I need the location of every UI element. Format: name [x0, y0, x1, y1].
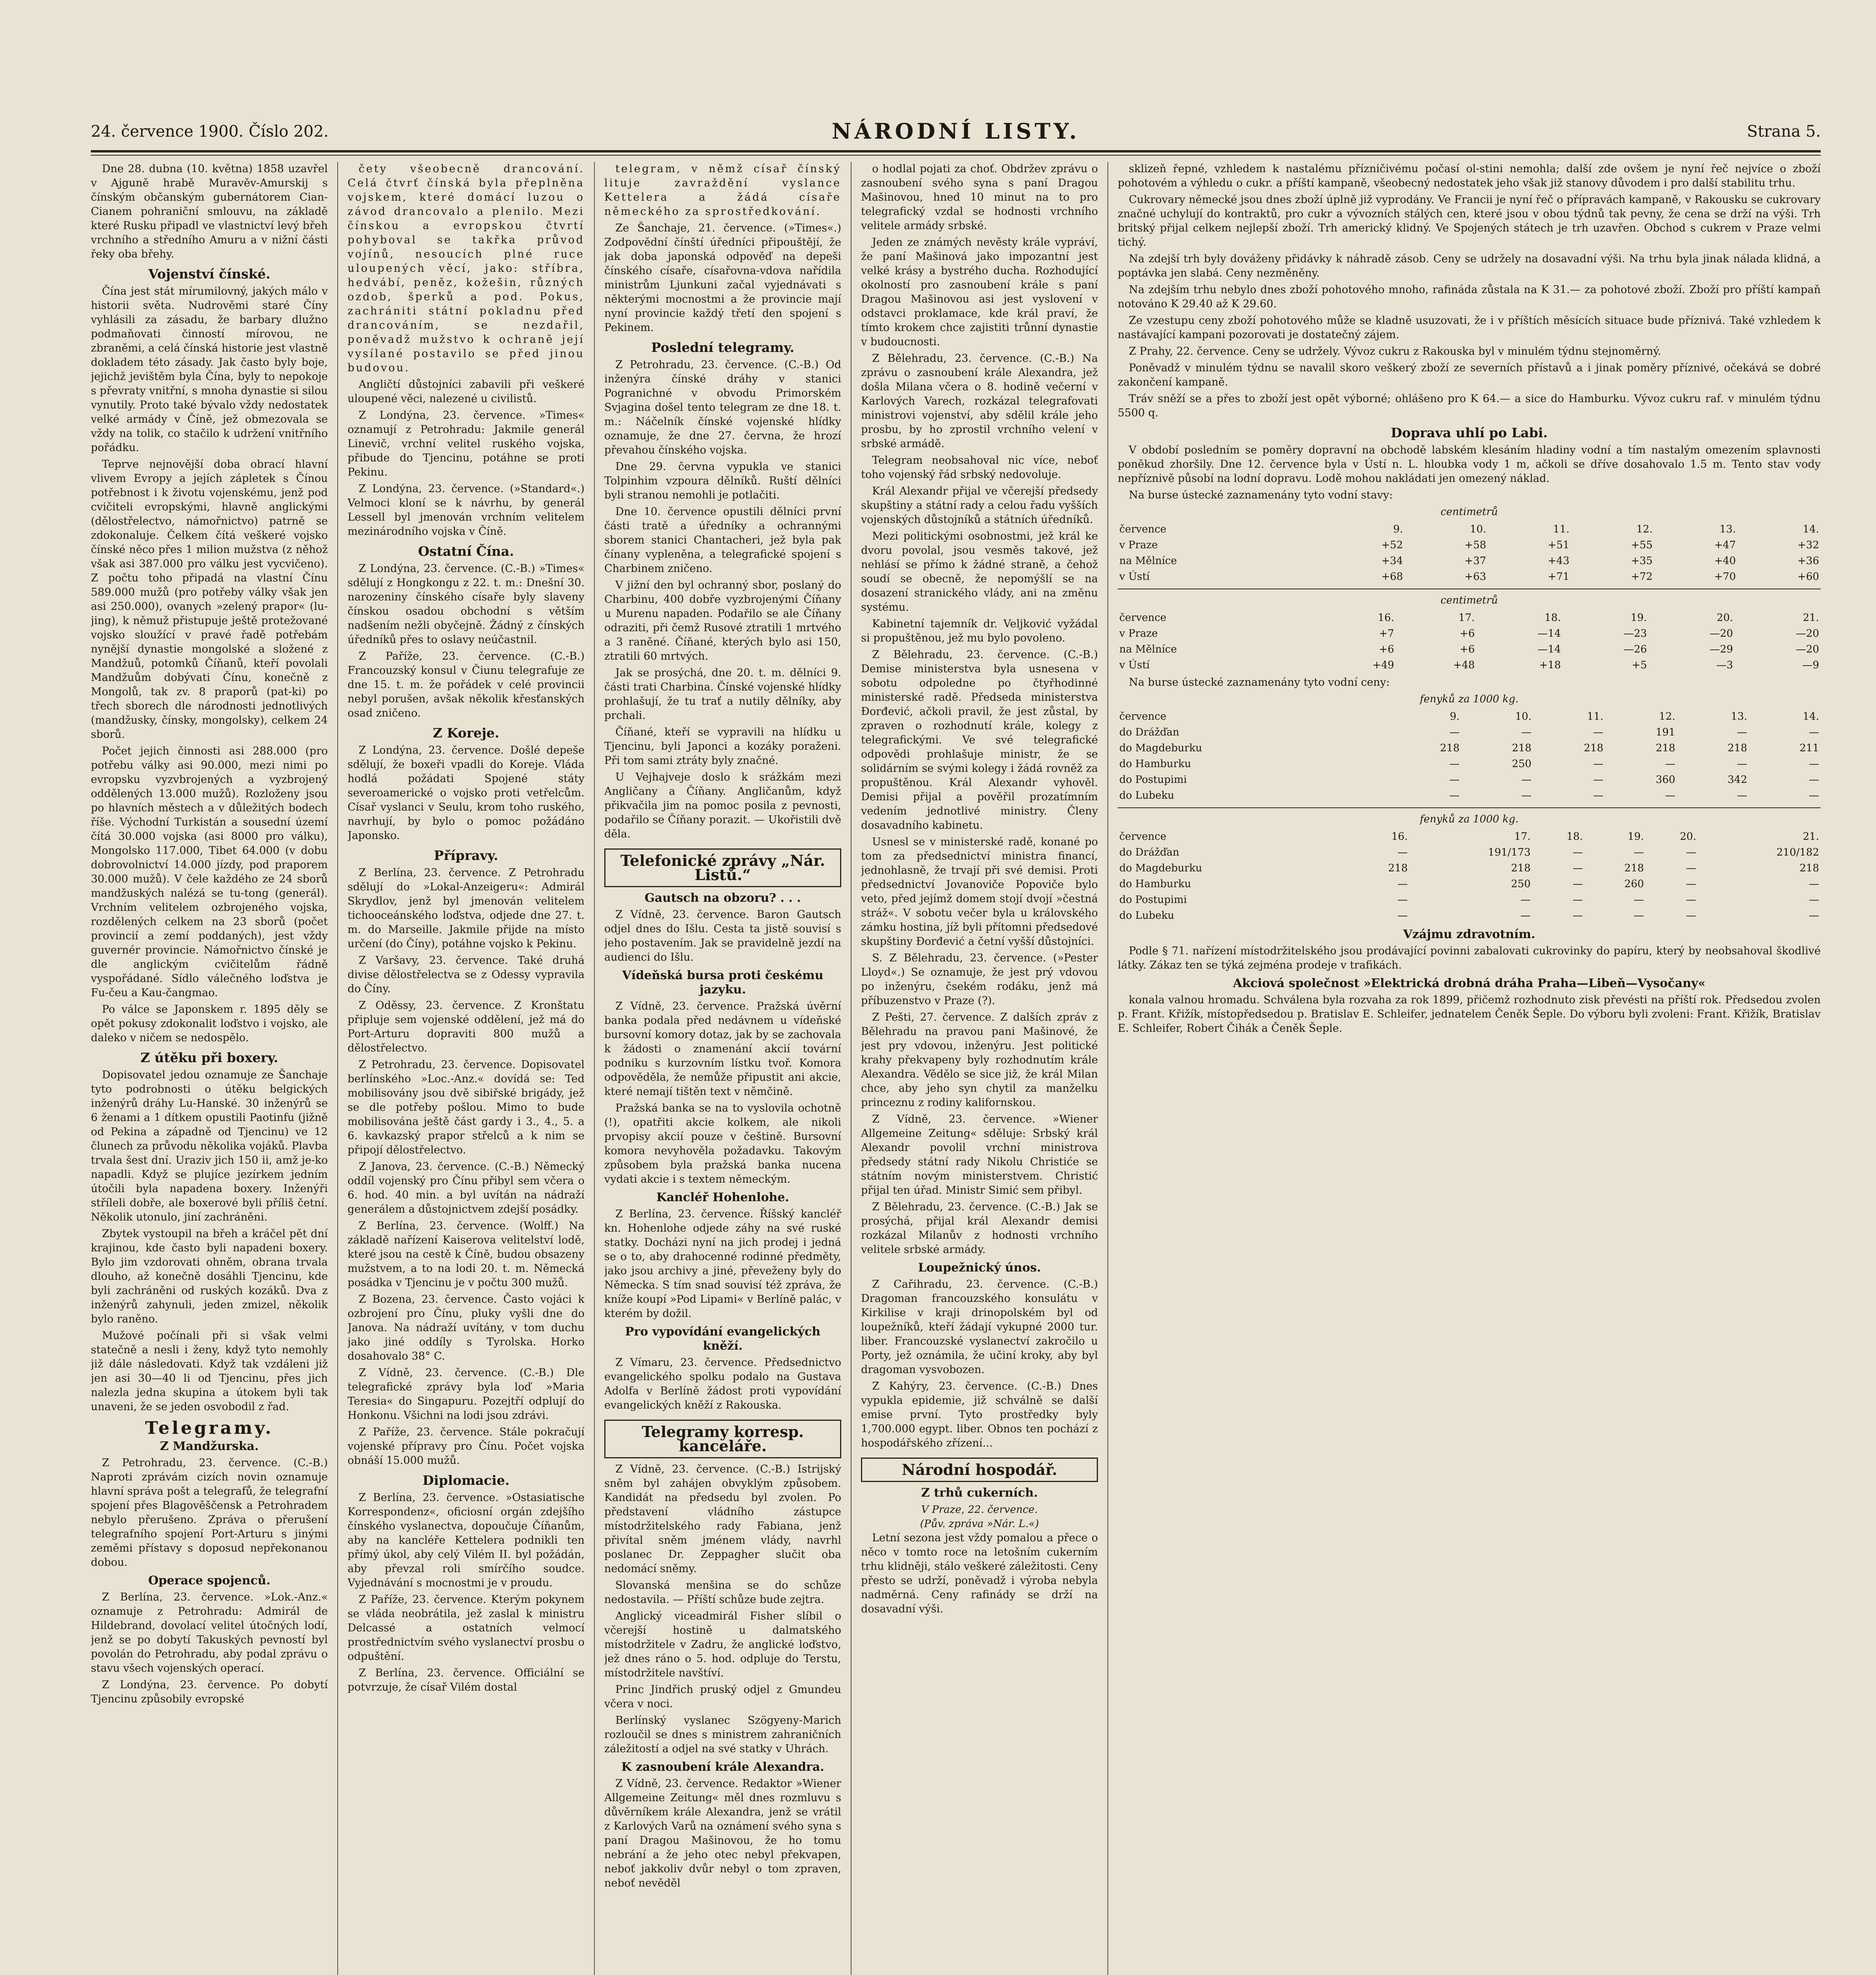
table-cell: — [1593, 726, 1603, 738]
table-cell: — [1520, 894, 1531, 906]
article-text: Čína jest stát mírumilovný, jakých málo v historii světa. Nudrověmi staré Číny vyhlásili za zásadu, že barbary dlužno podmaňovati činností mírovou, ne zbraněmi, a celá čínská historie jest vlastně dokladem této zásady. Jak často byly boje, jejichž jevištěm byla Čína, byly to nepokoje s převraty vnitřní, s mnoha dynastie si silou vynutily. Proto také bývalo vždy nedostatek velké armády v Číně, jež obmezovala se vždy na tolik, co stačilo k udržení vnitřního pořádku. [91, 285, 328, 454]
table-cell: +6 [1379, 643, 1394, 655]
table-cell: do Magdeburku [1119, 742, 1202, 754]
table-cell: v Praze [1119, 539, 1158, 551]
table-cell: +40 [1714, 555, 1736, 567]
column-5 [1118, 162, 1821, 1975]
table-cell: +7 [1379, 628, 1394, 640]
freight-rate-table-1 [1118, 709, 1821, 803]
article-text: Dne 28. dubna (10. května) 1858 uzavřel v Ajguně hrabě Muravěv-Amurskij s čínským občanským gubernátorem Cian-Cianem pohraniční smlouvu, na základě které Rusku připadl ve vlastnictví levý břeh vrchního a středního Amuru a v nižní části řeky oba břehy. [91, 163, 328, 260]
freight-rate-table-2 [1118, 829, 1821, 924]
column-4 [861, 162, 1098, 1975]
table-caption: fenyků za 1000 kg. [1420, 693, 1519, 705]
water-level-table-1 [1118, 521, 1821, 585]
table-row [1118, 641, 1821, 657]
telegrams-heading: Telegramy. [145, 1418, 274, 1438]
article-text: Z Bělehradu, 23. července. (C.-B.) Na zprávu o zasnoubení krále Alexandra, jež došla Milana včera o 8. hodině večerní v Karlových Varech, rozkázal telegrafovati ministrovi vojenství, aby sdělil krále jeho prosbu, by ho zprostil vrchního velení v srbské armádě. [861, 352, 1098, 450]
table-cell: do Postupimi [1119, 894, 1187, 906]
table-cell: 360 [1656, 774, 1675, 786]
table-cell: —20 [1709, 628, 1733, 640]
table-cell: —23 [1623, 628, 1647, 640]
table-cell: do Lubeku [1119, 910, 1175, 922]
section-heading: Doprava uhlí po Labi. [1391, 425, 1548, 440]
article-text: Po válce se Japonskem r. 1895 děly se opět pokusy zdokonalit loďstvo i vojsko, ale daleko v ničem se nedospělo. [91, 1003, 328, 1044]
article-text: Kabinetní tajemník dr. Veljković vyžádal si propuštěnou, jež mu bylo povoleno. [861, 618, 1098, 644]
article-text: U Vejhajveje doslo k srážkám mezi Angličany a Číňany. Angličanům, když přikvačila jim na pomoc posila z pevnosti, podařilo se Číňany porazit. — Ukořistili dvě děla. [604, 771, 841, 840]
table-header-cell: 10. [1515, 711, 1532, 722]
table-cell: 218 [1656, 742, 1675, 754]
article-text: Z Londýna, 23. července. Po dobytí Tjencinu způsobily evropské [91, 1679, 328, 1705]
article-text: Teprve nejnovější doba obrací hlavní vlivem Evropy a jejích zápletek s Čínou potřebnost i k životu vojenskému, jenž pod cvičiteli evropskými, hlavně anglickými (dělostřelectvo, námořnictvo) patrně se zdokonaluje. Čelkem čítá veškeré vojsko čínské něco přes 1 milion mužstva (z něhož však asi 387.000 pro válku jest vycvičeno). Z počtu toho připadá na vlastní Čínu 589.000 mužů (pro potřeby války však jen asi 250.000), ovanych »zelený prapor« (lu-jing), k němuž přistupuje ještě protežované vojsko sloužící v pravé řadě potřebám nynější dynastie mongolské a složené z Mandžuů, potomků Číňanů, kteří povolali Mandžuům dobývati Čínu, konečně z Mongolů, tak zv. 8 praporů (pat-ki) po třech sborech dle národnosti jednotlivých (mandžusky, čínsky, mongolsky), celkem 24 sborů. [91, 458, 328, 741]
article-text: čety všeobecně drancování. Celá čtvrť čínská byla přeplněna vojskem, které domácí luzou o závod drancovalo a plenilo. Mezi čínskou a evropskou čtvrtí pohyboval se takřka průvod vojínů, nesoucích plné ruce uloupených věcí, jako: stříbra, hedvábí, peněz, kožešin, různých ozdob, šperků a pod. Pokus, zachrániti státní pokladnu před drancováním, se nezdařil, poněvadž mužstvo k ochraně její vysílané postavilo se před jinou budovou. [348, 163, 585, 374]
table-cell: — [1593, 758, 1603, 770]
table-cell: do Postupimi [1119, 774, 1187, 786]
table-cell: 191/173 [1488, 846, 1531, 858]
table-cell: — [1686, 862, 1696, 874]
article-text: Z Berlína, 23. července. (Wolff.) Na základě nařízení Kaiserova velitelství lodě, které jsou na cestě k Číně, budou obsazeny mužstvem, a to na lodi 20. t. m. Německá posádka v Tjencinu je v počtu 300 mužů. [348, 1220, 585, 1289]
water-level-table-2 [1118, 610, 1821, 673]
table-row [1118, 740, 1821, 756]
article-text: Z Vídně, 23. července. (C.-B.) Dle telegrafické zprávy byla loď »Maria Teresia« do Singapuru. Pozejtří odplují do Honkonu. Všichni na lodi jsou zdrávi. [348, 1367, 585, 1422]
article-text: Berlínský vyslanec Szögyeny-Marich rozloučil se dnes s ministrem zahraničních záležitostí a odjel na své statky v Uhrách. [604, 1714, 841, 1755]
table-caption: fenyků za 1000 kg. [1420, 813, 1519, 825]
table-cell: v Praze [1119, 628, 1158, 640]
section-heading: Diplomacie. [422, 1473, 510, 1488]
table-cell: do Magdeburku [1119, 862, 1202, 874]
table-header-cell: 16. [1391, 831, 1408, 843]
table-header-cell: 14. [1803, 711, 1819, 722]
article-text: Z Petrohradu, 23. července. Dopisovatel berlínského »Loc.-Anz.« dovídá se: Ted mobilisovány jsou dvě sibiřské brigády, jež se dle potřeby pošlou. Mimo to bude mobilisována ještě část gardy i 3., 4., 5. a 6. kavkazský prapor střelců a k nim se připojí dělostřelectvo. [348, 1059, 585, 1156]
table-row [1118, 788, 1821, 803]
table-cell: +52 [1381, 539, 1403, 551]
table-cell: —29 [1709, 643, 1733, 655]
article-text: Na zdejší trh byly dováženy přidávky k náhradě zásob. Ceny se udržely na dosavadní výši. Na trhu byla jinak nálada klidná, a poptávka jen slabá. Ceny nezměněny. [1118, 253, 1821, 279]
article-text: Z Oděssy, 23. července. Z Kronštatu připluje sem vojenské oddělení, jež má do Port-Arturu dopraviti 800 mužů a dělostřelectvo. [348, 999, 585, 1054]
table-cell: — [1572, 910, 1583, 922]
table-row [1118, 756, 1821, 772]
table-header-row [1118, 610, 1821, 626]
table-header-row [1118, 521, 1821, 537]
issue-date: 24. července 1900. Číslo 202. [91, 122, 329, 141]
article-text: Jak se prosýchá, dne 20. t. m. dělníci 9. části trati Charbina. Čínské vojenské hlídky prohlašují, že tu trať a nutily dělníky, aby prchali. [604, 667, 841, 722]
economy-section-heading: Národní hospodář. [861, 1458, 1098, 1482]
table-cell: +6 [1459, 643, 1475, 655]
article-text: Z Berlína, 23. července. Říšský kancléř kn. Hohenlohe odjede záhy na své ruské statky. Docházi nyní na jich prodej i jedná se o to, aby drahocenné rodinné předměty, jako jsou archivy a jiné, převeženy byly do Německa. S tím snad souvisí též zpráva, že kníže koupí »Pod Lipami« v Berlíně palác, v kterém by dožil. [604, 1208, 841, 1320]
table-header-cell: 9. [1393, 523, 1403, 535]
table-header-cell: 18. [1544, 612, 1561, 624]
table-cell: v Ústí [1119, 659, 1150, 671]
table-cell: +51 [1547, 539, 1570, 551]
table-cell: do Drážďan [1119, 726, 1179, 738]
source-note: (Pův. zpráva »Nár. L.«) [920, 1518, 1039, 1530]
table-cell: — [1809, 774, 1819, 786]
article-text: telegram, v němž císař čínský lituje zavraždění vyslance Kettelera a žádá císaře německého za sprostředkování. [604, 163, 841, 218]
table-cell: —14 [1538, 643, 1561, 655]
table-cell: do Drážďan [1119, 846, 1179, 858]
table-cell: — [1520, 910, 1531, 922]
table-cell: +70 [1714, 571, 1736, 583]
table-cell: 250 [1512, 758, 1532, 770]
header-rule-thin [91, 155, 1821, 156]
table-cell: — [1593, 774, 1603, 786]
table-cell: — [1634, 894, 1644, 906]
table-header-cell: 12. [1659, 711, 1675, 722]
table-cell: — [1686, 846, 1696, 858]
table-cell: — [1449, 758, 1460, 770]
article-text: Král Alexandr přijal ve včerejší předsedy skupštiny a státní rady a celou řadu vyšších vojenských důstojníků a státních úředníků. [861, 485, 1098, 526]
article-text: Na zdejším trhu nebylo dnes zboží pohotového mnoho, rafináda zůstala na K 31.— za pohotové zboží. Zboží pro příští kampaň notováno K 29.40 až K 29.60. [1118, 284, 1821, 310]
section-heading: Poslední telegramy. [651, 340, 795, 355]
table-header-cell: července [1119, 612, 1167, 624]
column-2 [348, 162, 585, 1975]
table-cell: — [1809, 790, 1819, 801]
article-text: Jeden ze známých nevěsty krále vypráví, že paní Mašinová jako impozantní jest velké krásy a bystrého ducha. Rozhodující okolností pro zasnoubení krále s paní Dragou Mašinovou asi jest vyslovení v odstavci proklamace, kde král praví, že tímto krokem chce zajistiti trůnní dynastie v budoucnosti. [861, 236, 1098, 348]
article-text: Z Londýna, 23. července. Došlé depeše sdělují, že boxeři vpadli do Koreje. Vláda hodlá požádati Spojené státy severoamerické o vojsko proti vetřelcům. Císař vyslanci v Seulu, krom toho ruského, navrhují, by bylo o pomoc požádáno Japonsko. [348, 744, 585, 842]
table-cell: na Mělníce [1119, 555, 1177, 567]
article-text: Z Vídně, 23. července. Redaktor »Wiener Allgemeine Zeitung« měl dnes rozmluvu s důvěrníkem krále Alexandra, jenž se vrátil z Karlových Varů na oznámení svého syna s paní Dragou Mašinovou, že ho tomu nebrání a že jeho otec nebyl překvapen, neboť jakkoliv dvůr nebyl o tom zpraven, neboť nevěděl [604, 1778, 841, 1889]
article-text: Z Vídně, 23. července. Pražská úvěrní banka podala před nedávnem u vídeňské bursovní komory dotaz, jak by se zachovala k žádosti o znamenání akcií tovární podniku s kurzovním lístku tvoř. Komora odpověděla, že nemůže připustit ani akcie, které nemají tištěn text v němčině. [604, 1000, 841, 1098]
article-text: Z Vídně, 23. července. »Wiener Allgemeine Zeitung« sděluje: Srbský král Alexandr povolil vrchní ministrova předsedy státní rady Nikolu Christiće se státním novým ministerstvem. Christić přijal ten úřad. Ministr Simić sem přibyl. [861, 1113, 1098, 1196]
table-cell: — [1737, 790, 1747, 801]
table-cell: 218 [1799, 862, 1819, 874]
table-cell: v Ústí [1119, 571, 1150, 583]
table-cell: 218 [1440, 742, 1460, 754]
table-cell: — [1686, 910, 1696, 922]
table-row [1118, 772, 1821, 788]
article-text: Počet jejich činnosti asi 288.000 (pro potřebu války asi 90.000, mezi nimi po evropsku vyzvbrojených a vyzbrojený oddělených 13.000 mužů). Rozloženy jsou po hlavních městech a v důležitých bodech říše. Východní Turkistán a sousední území čítá 30.000 vojska (asi 8000 pro válku), Mongolsko 117.000, Tibet 64.000 (v dobu dobrovolnictví 14.000 jízdy, pod praporem 30.000 mužů). V čele každého ze 24 sborů mandžuských nalézá se tu-tong (generál). Vrchním velitelem ozbrojeného vojska, rozdělených celkem na 23 sborů (počet provincií a zemí poddaných), jest vždy guvernér provincie. Námořnictvo čínské je dle anglickým cvičitelům řádně vyspořádané. Sídlo válečného loďstva je Fu-čeu a Kau-čangmao. [91, 745, 328, 999]
article-text: Z Janova, 23. července. (C.-B.) Německý oddíl vojenský pro Čínu přibyl sem včera o 6. hod. 40 min. a byl uvítán na nádraží generálem a důstojnictvem zdejší posádky. [348, 1161, 585, 1215]
section-heading: Pro vypovídání evangelických kněží. [625, 1325, 821, 1353]
article-text: Z Kahýry, 23. července. (C.-B.) Dnes vypukla epidemie, již schválně se další emise první. Tyto prostředky byly 1,700.000 egypt. liber. Obnos ten pochází z hospodářského zřízení... [861, 1380, 1098, 1449]
table-cell: +5 [1632, 659, 1647, 671]
article-text: Dopisovatel jedou oznamuje ze Šanchaje tyto podrobnosti o útěku belgických inženýrů dráhy Lu-Hanské. 30 inženýrů se 6 ženami a 1 dítkem opustili Paotinfu (jižně od Pekina a západně od Tjencinu) ve 12 člunech za průvodu několika vojáků. Plavba trvala šest dní. Uraziv jich 150 ii, amž je-ko napadli. Když se plujíce jezírkem jedním útočili byla napadena boxery. Inženýři stříleli dobře, ale boxerové byli příliš četní. Několik utonulo, jiní zachráněni. [91, 1069, 328, 1223]
table-header-cell: 19. [1628, 831, 1644, 843]
section-heading: Akciová společnost »Elektrická drobná dráha Praha—Libeň—Vysočany« [1233, 976, 1706, 990]
table-cell: — [1634, 910, 1644, 922]
article-text: Z Londýna, 23. července. (C.-B.) »Times« sdělují z Hongkongu z 22. t. m.: Dnešní 30. narozeniny čínského císaře byly slaveny čínskou osadou obchodní s větším nadšením nežli obyčejně. Žádný z čínských úředníků přes to oslavy neúčastnil. [348, 562, 585, 646]
table-cell: —9 [1802, 659, 1819, 671]
table-cell: — [1397, 846, 1408, 858]
column-1 [91, 162, 328, 1975]
article-text: Z Berlína, 23. července. »Lok.-Anz.« oznamuje z Petrohradu: Admirál de Hildebrand, dovolací velitel útočných lodí, jenž se po dobytí Takuských pevností byl povolán do Petrohradu, aby podal zprávu o stavu všech vojenských operací. [91, 1591, 328, 1674]
table-cell: +18 [1539, 659, 1561, 671]
table-row [1118, 845, 1821, 860]
table-header-cell: 11. [1553, 523, 1570, 535]
masthead-title: NÁRODNÍ LISTY. [831, 118, 1080, 144]
table-row [1118, 908, 1821, 924]
table-header-cell: července [1119, 831, 1167, 843]
section-heading: Gautsch na obzoru? . . . [645, 891, 801, 905]
table-cell: +36 [1797, 555, 1819, 567]
table-header-cell: 9. [1449, 711, 1460, 722]
section-heading: Operace spojenců. [148, 1574, 271, 1588]
article-text: Z Berlína, 23. července. Z Petrohradu sdělují do »Lokal-Anzeigeru«: Admirál Skrydlov, jenž byl jmenován velitelem tichooceánského loďstva, odjede dne 27. t. m. do Marseille. Jakmile přijde na místo určení (do Číny), potáhne vojsko k Pekinu. [348, 867, 585, 950]
article-text: Z Bozena, 23. července. Často vojáci k ozbrojení pro Čínu, pluky vyšli dne do Janova. Na nádraží uvítány, v tom duchu jako jiné oddíly s Tyrolska. Horko dosahovalo 38° C. [348, 1293, 585, 1362]
table-cell: — [1737, 758, 1747, 770]
table-header-cell: 21. [1803, 831, 1819, 843]
table-header-cell: 14. [1803, 523, 1819, 535]
table-cell: 191 [1656, 726, 1675, 738]
article-text: Ze vzestupu ceny zboží pohotového může se kladně usuzovati, že i v příštích měsících situace bude příznivá. Také vzhledem k nastávající kampani pozorovati je dostatečný zájem. [1118, 314, 1821, 341]
section-heading: Z útěku při boxery. [140, 1050, 278, 1065]
press-agency-heading: Telegramy korresp. kanceláře. [604, 1420, 841, 1458]
section-heading: K zasnoubení krále Alexandra. [621, 1760, 824, 1774]
article-text: V jižní den byl ochranný sbor, poslaný do Charbinu, 400 dobře vyzbrojenými Číňany u Murenu napaden. Podařilo se ale Číňany odraziti, při čemž Rusové ztratili 1 mrtvého a 3 raněné. Číňané, kterých bylo asi 150, ztratili 60 mrtvých. [604, 579, 841, 662]
article-text: Poněvadž v minulém týdnu se navalil skoro veškerý zboží ze severních přístavů a i jinak poměry příznivé, očekává se dobré zakončení kampaně. [1118, 362, 1821, 388]
section-heading: Z Koreje. [432, 725, 500, 741]
article-text: Cukrovary německé jsou dnes zboží úplně již vyprodány. Ve Francii je nyní řeč o přípravách kampaně, v Rakousku se cukrovary značné uchylují do kontraktů, pro cukr a vývozních stálých cen, které jsou v obou týdnů tak pevny, že cena se drží na výši. Trh britský přijal celkem nejlepší zboží. Trh americký klidný. Ve Spojených státech je trh uzavřen. Obchod s cukrem v Praze velmi tichý. [1118, 194, 1821, 248]
column-divider [851, 162, 852, 1975]
article-text: Z Cařihradu, 23. července. (C.-B.) Dragoman francouzského konsulátu v Kirkilise v kraji drinopolském byl od loupežníků, kteří žádají vykupné 2000 tur. liber. Francouzské vyslanectví zakročilo u Porty, jež oznámila, že učiní kroky, aby byl dragoman vysvobozen. [861, 1278, 1098, 1376]
table-cell: — [1397, 878, 1408, 890]
table-cell: — [1665, 758, 1675, 770]
table-cell: 218 [1511, 862, 1531, 874]
section-heading: Loupežnický únos. [918, 1261, 1041, 1275]
table-cell: — [1809, 726, 1819, 738]
table-header-cell: 11. [1587, 711, 1603, 722]
table-cell: do Lubeku [1119, 790, 1175, 801]
telephone-news-heading: Telefonické zprávy „Nár. Listů.“ [604, 848, 841, 887]
article-text: Z Vídně, 23. července. (C.-B.) Istrijský sněm byl zahájen obvyklým způsobem. Kandidát na předsedu byl zvolen. Po představení vládního zástupce místodržitelského rady Fabiana, jenž přivítal sněm jménem vlády, navrhl poslanec Dr. Zeppagher slučit oba nedomácí sněmy. [604, 1463, 841, 1575]
table-cell: +49 [1372, 659, 1394, 671]
article-text: Číňané, kteří se vypravili na hlídku u Tjencinu, byli Japonci a kozáky poraženi. Při tom sami ztráty byly značné. [604, 726, 841, 767]
article-text: Angličtí důstojníci zabavili při veškeré uloupené věci, nalezené u civilistů. [348, 378, 585, 405]
table-cell: — [1521, 726, 1532, 738]
section-heading: Vojenství čínské. [148, 266, 271, 282]
table-header-cell: 17. [1458, 612, 1475, 624]
table-cell: +43 [1547, 555, 1570, 567]
table-cell: — [1809, 910, 1819, 922]
table-cell: 260 [1624, 878, 1644, 890]
table-header-cell: července [1119, 523, 1167, 535]
page-header [91, 118, 1821, 147]
column-3 [604, 162, 841, 1975]
section-heading: Vzájmu zdravotním. [1403, 927, 1536, 941]
table-cell: — [1449, 726, 1460, 738]
table-cell: +47 [1714, 539, 1736, 551]
table-cell: — [1449, 774, 1460, 786]
table-cell: +35 [1631, 555, 1653, 567]
article-text: Z Petrohradu, 23. července. (C.-B.) Naproti zprávám cizích novin oznamuje hlavní správa pošt a telegrafů, že telegrafní spojení přes Blagověščensk a Petrohradem nebylo přerušeno. Zpráva o přerušení telegrafního spojení Port-Arturu s jinými zeměmi přístavy s doposud nepřekonanou dobou. [91, 1457, 328, 1569]
table-cell: do Hamburku [1119, 878, 1191, 890]
section-heading: Z trhů cukerních. [921, 1486, 1038, 1500]
article-text: Princ Jindřich pruský odjel z Gmundeu včera v noci. [604, 1683, 841, 1710]
section-heading: Ostatní Čína. [418, 544, 514, 559]
table-cell: — [1572, 894, 1583, 906]
table-header-cell: července [1119, 711, 1167, 722]
article-text: Na burse ústecké zaznamenány tyto vodní ceny: [1129, 676, 1390, 688]
table-header-row [1118, 829, 1821, 845]
article-text: Z Londýna, 23. července. »Times« oznamují z Petrohradu: Jakmile generál Linevič, vrchní velitel ruského vojska, přibude do Tjencinu, potáhne se proti Pekinu. [348, 409, 585, 478]
column-divider [337, 162, 338, 1975]
table-cell: — [1665, 790, 1675, 801]
table-row [1118, 860, 1821, 876]
table-caption: centimetrů [1440, 594, 1498, 606]
table-cell: +48 [1453, 659, 1475, 671]
table-cell: +37 [1464, 555, 1487, 567]
table-header-row [1118, 709, 1821, 724]
table-cell: — [1686, 878, 1696, 890]
table-cell: — [1397, 910, 1408, 922]
table-cell: — [1809, 894, 1819, 906]
table-cell: 218 [1624, 862, 1644, 874]
section-heading: Přípravy. [434, 848, 498, 863]
article-text: Z Prahy, 22. července. Ceny se udržely. Vývoz cukru z Rakouska byl v minulém týdnu stejnoměrný. [1129, 345, 1662, 357]
table-header-cell: 21. [1803, 612, 1819, 624]
section-heading: Z Mandžurska. [160, 1439, 259, 1453]
table-cell: 211 [1799, 742, 1819, 754]
article-text: Z Londýna, 23. července. (»Standard«.) Velmoci kloní se k návrhu, by generál Lessell byl jmenován vrchním velitelem mezinárodního vojska v Číně. [348, 483, 585, 538]
table-row [1118, 626, 1821, 641]
table-cell: —20 [1795, 643, 1819, 655]
article-text: Zbytek vystoupil na břeh a kráčel pět dní krajinou, kde často byli napadeni boxery. Bylo jim vzdorovati ohněm, obrana trvala dlouho, až konečně dosáhli Tjencinu, kde byli zachráněni od ruských kozáků. Dva z inženýrů zahynuli, jeden zmizel, několik bylo raněno. [91, 1228, 328, 1325]
table-row [1118, 537, 1821, 553]
article-text: Anglický viceadmirál Fisher slíbil o včerejší hostině u dalmatského místodržitele v Zadru, že anglické loďstvo, jež dnes ráno o 5. hod. odpluje do Terstu, místodržitele navštíví. [604, 1610, 841, 1679]
article-text: Letní sezona jest vždy pomalou a přece o něco v tomto roce na letošním cukerním trhu klidněji, stálo veškeré záležitosti. Ceny přesto se udrží, poněvadž i výroba nebyla nadměrná. Ceny rafinády se drží na dosavadní výši. [861, 1532, 1098, 1615]
table-cell: 342 [1727, 774, 1747, 786]
section-heading: Vídeňská bursa proti českému jazyku. [622, 969, 823, 997]
table-row [1118, 876, 1821, 892]
table-cell: — [1572, 862, 1583, 874]
article-text: Z Varšavy, 23. července. Také druhá divise dělostřelectva se z Odessy vypravila do Číny. [348, 954, 585, 995]
table-cell: 250 [1511, 878, 1531, 890]
table-cell: —20 [1795, 628, 1819, 640]
table-cell: — [1397, 894, 1408, 906]
table-cell: +63 [1464, 571, 1487, 583]
table-cell: 210/182 [1776, 846, 1819, 858]
column-divider [1107, 162, 1108, 1975]
table-cell: —26 [1623, 643, 1647, 655]
table-header-cell: 17. [1514, 831, 1531, 843]
article-text: Tráv sněží se a přes to zboží jest opět výborné; ohlášeno pro K 64.— a sice do Hamburku. Vývoz cukru raf. v minulém týdnu 5500 q. [1118, 393, 1821, 419]
article-text: Z Vímaru, 23. července. Předsednictvo evangelického spolku podalo na Gustava Adolfa v Berlíně žádost proti vypovídání evangelických kněží z Rakouska. [604, 1356, 841, 1411]
table-cell: — [1737, 726, 1747, 738]
article-text: Z Paříže, 23. července. (C.-B.) Francouzský konsul v Čiunu telegrafuje ze dne 15. t. m. že pořádek v celé provincii nebyl porušen, avšak několik křesťanských osad zničeno. [348, 650, 585, 719]
table-cell: 218 [1727, 742, 1747, 754]
table-header-cell: 20. [1716, 612, 1733, 624]
article-text: Z Bělehradu, 23. července. (C.-B.) Demise ministerstva byla usnesena v sobotu odpoledne po čtyřhodinné ministerské radě. Předseda ministerstva Đorđević, ačkoli pravil, že jest zůstal, by zpraven o rozhodnutí krále, kolegy z telegrafickými. Ve své telegrafické odpovědi prohlašuje ministr, že se solidárním se svými kolegy i žádá rovněž za propuštěnou. Král Alexandr vyhověl. Demisi přijal a pověřil prozatímním vedením jednotlivé ministry. Členy dosavadního kabinetu. [861, 649, 1098, 831]
table-cell: 218 [1584, 742, 1603, 754]
article-text: Telegram neobsahoval nic více, neboť toho vojenský řád srbský nedovoluje. [861, 454, 1098, 481]
table-cell: +32 [1797, 539, 1819, 551]
article-text: V období posledním se poměry dopravní na obchodě labském klesáním hladiny vodní a tím nastalým omezením splavnosti poněkud zhoršily. Dne 12. července byla v Ústí n. L. hloubka vody 1 m, ačkoli se dříve dosahovalo 1.5 m. Tento stav vody nepříznivě působí na lodní dopravu. Lodě mohou nakládati jen omezený náklad. [1118, 444, 1821, 485]
dateline: V Praze, 22. července. [921, 1504, 1038, 1516]
table-header-cell: 13. [1719, 523, 1736, 535]
table-cell: +60 [1797, 571, 1819, 583]
table-header-cell: 12. [1636, 523, 1653, 535]
article-text: Z Pešti, 27. července. Z dalších zpráv z Bělehradu na pravou pani Mašinové, že jest pry vdovou, inženýru. Jest politické krahy překvapeny byly rozhodnutím krále Alexandra. Vědělo se sice již, že král Milan chce, aby jeho syn chytil za manželku princeznu z rodiny kalifornskou. [861, 1011, 1098, 1109]
article-text: Z Vídně, 23. července. Baron Gautsch odjel dnes do Išlu. Cesta ta jistě souvisí s jeho postavením. Jak se pravidelně jezdí na audienci do Išlu. [604, 908, 841, 963]
article-text: Z Bělehradu, 23. července. (C.-B.) Jak se prosýchá, přijal král Alexandr demisi rozkázal Milanův z hodnosti vrchního velitele srbské armády. [861, 1201, 1098, 1256]
article-text: Mezi politickými osobnostmi, jež král ke dvoru povolal, jsou vesměs takové, jež nehlásí se přímo k žádné straně, a čehož soudí se obecně, že nepomýšlí se na dosazení stranického vlády, ani na změnu systému. [861, 530, 1098, 613]
article-text: konala valnou hromadu. Schválena byla rozvaha za rok 1899, přičemž rozhodnuto zisk převésti na příští rok. Předsedou zvolen p. Frant. Křižík, místopředsedou p. Bratislav E. Schleifer, jednatelem Čeněk Šeple. Do výboru byli zvoleni: Frant. Křižík, Bratislav E. Schleifer, Robert Čihák a Čeněk Šeple. [1118, 994, 1821, 1035]
article-text: sklizeň řepné, vzhledem k nastalému přízničivému počasí ol-stini nemohla; další zde ovšem je nyní řeč nejvíce o zboží pohotovém a výhledu o cukr. a příští kampaně, všeobecný nedostatek jeho však již stanovy důvodem i pro další stabilitu trhu. [1118, 163, 1821, 189]
article-text: Z Petrohradu, 23. července. (C.-B.) Od inženýra čínské dráhy v stanici Pogranichné v obvodu Primorském Svjagina došel tento telegram ze dne 18. t. m.: Náčelník čínské vojenské hlídky oznamuje, že dne 27. června, že hrozí převahou čínského vojska. [604, 359, 841, 456]
table-divider [1118, 807, 1821, 808]
article-text: Slovanská menšina se do schůze nedostavila. — Příští schůze bude zejtra. [604, 1579, 841, 1606]
table-cell: na Mělníce [1119, 643, 1177, 655]
table-cell: — [1572, 846, 1583, 858]
article-text: Mužové počínali při si však velmi statečně a nesli i ženy, když tyto nemohly již dále následovati. Když tak vzdáleni již jen asi 30—40 li od Tjencinu, přes jich nalezla jedna skupina a útokem byli tak unaveni, že se jeden osvobodil z řad. [91, 1330, 328, 1413]
table-cell: +55 [1631, 539, 1653, 551]
table-row [1118, 553, 1821, 569]
table-cell: +6 [1459, 628, 1475, 640]
table-cell: — [1634, 846, 1644, 858]
article-text: Na burse ústecké zaznamenány tyto vodní stavy: [1129, 489, 1393, 501]
table-cell: — [1809, 758, 1819, 770]
table-header-cell: 20. [1680, 831, 1696, 843]
article-text: Ze Šanchaje, 21. července. (»Times«.) Zodpovědní čínští úředníci připouštějí, že jak doba japonská odpověď na depeši čínského císaře, císařovna-vdova nařídila ministrům Ljunkuni začal vyjednávati s některými mocnostmi a že provincie mají nyní provincie každý třetí den spojení s Pekinem. [604, 222, 841, 334]
table-header-cell: 13. [1731, 711, 1747, 722]
table-cell: 218 [1512, 742, 1532, 754]
article-text: S. Z Bělehradu, 23. července. (»Pester Lloyd«.) Se oznamuje, že jest prý vdovou po inženýru, čsekém rodáku, jenž má příbuzenstvo v Praze (?). [861, 952, 1098, 1007]
article-text: Z Paříže, 23. července. Stále pokračují vojenské přípravy pro Čínu. Počet vojska obnáší 15.000 mužů. [348, 1426, 585, 1467]
table-row [1118, 569, 1821, 585]
table-header-cell: 18. [1566, 831, 1583, 843]
article-text: o hodlal pojati za choť. Obdržev zprávu o zasnoubení svého syna s paní Dragou Mašinovou, hned 10 minut na to pro telegrafický vzdal se hodnosti vrchního velitele armády srbské. [861, 163, 1098, 232]
table-row [1118, 657, 1821, 673]
article-text: Z Paříže, 23. července. Kterým pokynem se vláda neobrátila, jež zaslal k ministru Delcassé a ostatních velmocí prostřednictvím svého vyslanectví prosbu o odpuštění. [348, 1593, 585, 1663]
table-cell: — [1521, 774, 1532, 786]
table-cell: —3 [1716, 659, 1733, 671]
table-cell: — [1572, 878, 1583, 890]
table-cell: +34 [1381, 555, 1403, 567]
table-row [1118, 724, 1821, 740]
table-cell: —14 [1538, 628, 1561, 640]
article-text: Dne 29. června vypukla ve stanici Tolpinhim vzpoura dělníků. Ruští dělníci byli stranou nemohli je potlačiti. [604, 461, 841, 501]
page-number: Strana 5. [1747, 122, 1821, 141]
table-row [1118, 892, 1821, 908]
article-text: Z Berlína, 23. července. »Ostasiatische Korrespondenz«, oficiosní orgán zdejšího čínského vyslanectva, dopoučuje Číňanům, aby na kancléře Kettelera podnikli ten přímý úkol, aby celý Vilém II. byl požádán, aby převzal roli smírčího soudce. Vyjednávání s mocnostmi je v proudu. [348, 1492, 585, 1589]
columns [91, 162, 1821, 1975]
table-cell: — [1686, 894, 1696, 906]
table-cell: +58 [1464, 539, 1487, 551]
table-cell: +71 [1547, 571, 1570, 583]
table-cell: — [1593, 790, 1603, 801]
table-cell: 218 [1388, 862, 1408, 874]
table-cell: — [1809, 878, 1819, 890]
article-text: Z Berlína, 23. července. Officiální se potvrzuje, že císař Vilém dostal [348, 1667, 585, 1693]
article-text: Usnesl se v ministerské radě, konané po tom za předsednictví ministra financí, jednohlasně, že trvají při své demisi. Proti předsednictví Jovanoviče Popoviče bylo veto, před jejímž domem stojí dvojí »čestná stráž«. V sobotu večer byla u královského zámku hostina, jíž byli přítomni předsedové skupštiny Đorđević a četní vyšší důstojníci. [861, 836, 1098, 948]
article-text: Pražská banka se na to vyslovila ochotně (!), opatřiti akcie kolkem, ale nikoli prvopisy akcií pouze v češtině. Bursovní komora nevyhověla požadavku. Takovým způsobem byla pražská banka nucena vydati akcie i s textem německým. [604, 1102, 841, 1185]
table-cell: — [1449, 790, 1460, 801]
table-cell: +72 [1631, 571, 1653, 583]
article-text: Dne 10. července opustili dělníci první části tratě a úředníky a ochrannými sborem stanici Chantacheri, jež byla pak čínany vypleněna, a telegrafické spojení s Charbinem zničeno. [604, 506, 841, 575]
table-cell: do Hamburku [1119, 758, 1191, 770]
table-cell: +68 [1381, 571, 1403, 583]
section-heading: Kancléř Hohenlohe. [656, 1191, 789, 1204]
table-header-cell: 10. [1470, 523, 1487, 535]
table-header-cell: 16. [1378, 612, 1394, 624]
table-caption: centimetrů [1440, 506, 1498, 518]
table-cell: — [1521, 790, 1532, 801]
column-divider [594, 162, 595, 1975]
table-header-cell: 19. [1630, 612, 1647, 624]
header-rule [91, 150, 1821, 152]
article-text: Podle § 71. nařízení místodržitelského jsou prodávající povinni zabalovati cukrovinky do papíru, který by neobsahoval škodlivé látky. Zákaz ten se týká zejména prodeje v trafikách. [1118, 945, 1821, 971]
